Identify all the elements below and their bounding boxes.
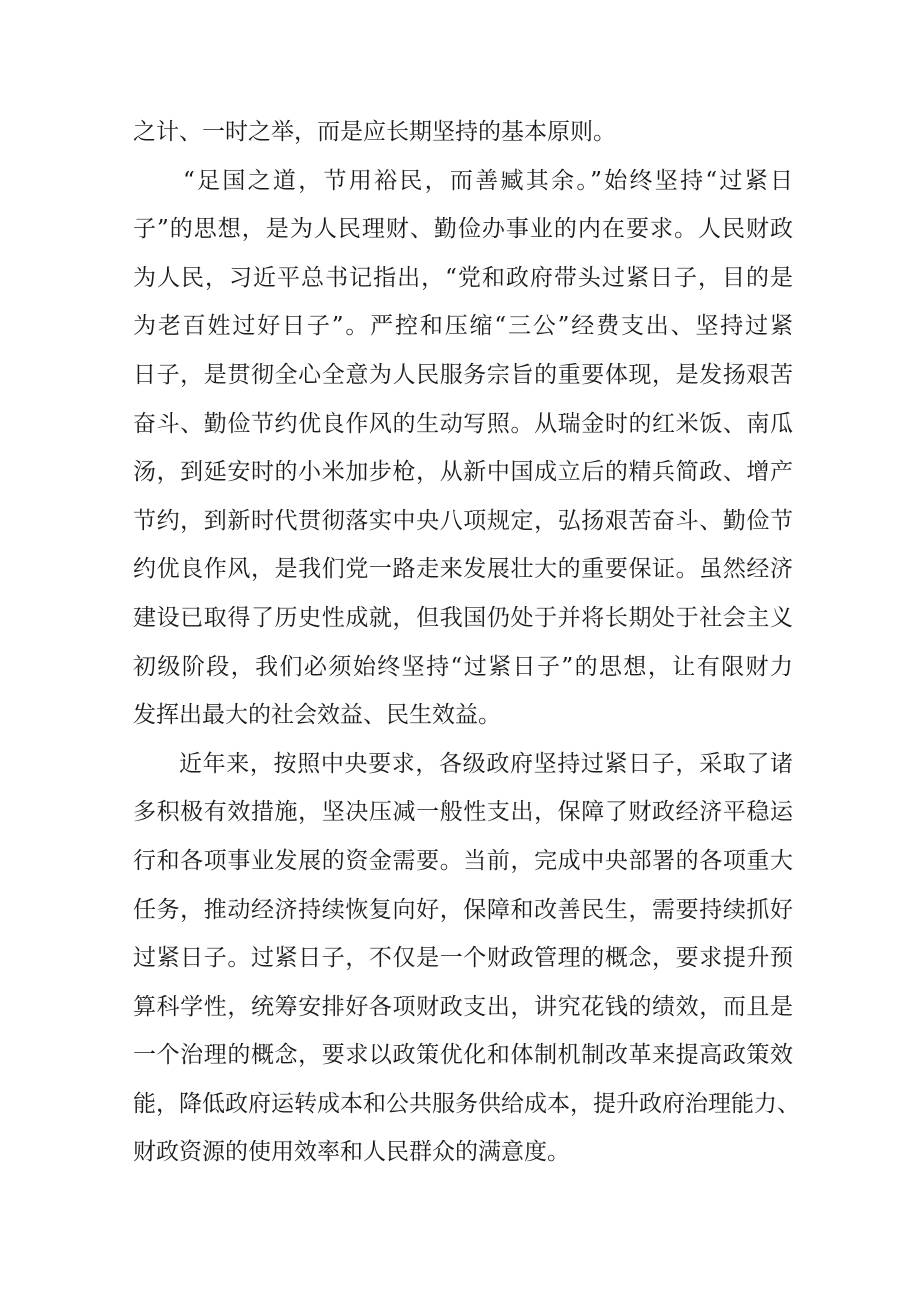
paragraph-2-line-1: “足国之道，节用裕民，而善臧其余。”始终坚持“过紧日 — [183, 167, 793, 194]
paragraph-1-line-1: 之计、一时之举，而是应长期坚持的基本原则。 — [133, 119, 616, 145]
paragraph-2-line-12: 发挥出最大的社会效益、民生效益。 — [133, 702, 501, 729]
paragraph-3-line-7: 一个治理的概念，要求以政策优化和体制机制改革来提高政策效 — [133, 1042, 793, 1069]
paragraph-3-line-6: 算科学性，统筹安排好各项财政支出，讲究花钱的绩效，而且是 — [133, 993, 793, 1020]
document-body — [133, 108, 800, 1177]
paragraph-2-line-7: 汤，到延安时的小米加步枪，从新中国成立后的精兵简政、增产 — [133, 459, 793, 486]
paragraph-3-line-9: 财政资源的使用效率和人民群众的满意度。 — [133, 1139, 570, 1166]
paragraph-2-line-8: 节约，到新时代贯彻落实中央八项规定，弘扬艰苦奋斗、勤俭节 — [133, 507, 793, 534]
paragraph-3-line-4: 任务，推动经济持续恢复向好，保障和改善民生，需要持续抓好 — [133, 896, 793, 923]
paragraph-2-line-5: 日子，是贯彻全心全意为人民服务宗旨的重要体现，是发扬艰苦 — [133, 361, 793, 388]
paragraph-2-line-11: 初级阶段，我们必须始终坚持“过紧日子”的思想，让有限财力 — [133, 653, 793, 680]
paragraph-2-line-2: 子”的思想，是为人民理财、勤俭办事业的内在要求。人民财政 — [133, 216, 793, 243]
paragraph-3-line-8: 能，降低政府运转成本和公共服务供给成本，提升政府治理能力、 — [133, 1090, 800, 1117]
paragraph-2-line-4: 为老百姓过好日子”。严控和压缩“三公”经费支出、坚持过紧 — [133, 313, 793, 340]
paragraph-3-line-1: 近年来，按照中央要求，各级政府坚持过紧日子，采取了诸 — [179, 750, 793, 777]
paragraph-3-line-2: 多积极有效措施，坚决压减一般性支出，保障了财政经济平稳运 — [133, 799, 793, 826]
paragraph-2-line-9: 约优良作风，是我们党一路走来发展壮大的重要保证。虽然经济 — [133, 556, 793, 583]
paragraph-2-line-3: 为人民，习近平总书记指出，“党和政府带头过紧日子，目的是 — [133, 264, 793, 291]
paragraph-3-line-3: 行和各项事业发展的资金需要。当前，完成中央部署的各项重大 — [133, 847, 793, 874]
paragraph-2-line-10: 建设已取得了历史性成就，但我国仍处于并将长期处于社会主义 — [133, 604, 793, 631]
paragraph-2-line-6: 奋斗、勤俭节约优良作风的生动写照。从瑞金时的红米饭、南瓜 — [133, 410, 793, 437]
paragraph-3-line-5: 过紧日子。过紧日子，不仅是一个财政管理的概念，要求提升预 — [133, 945, 793, 972]
